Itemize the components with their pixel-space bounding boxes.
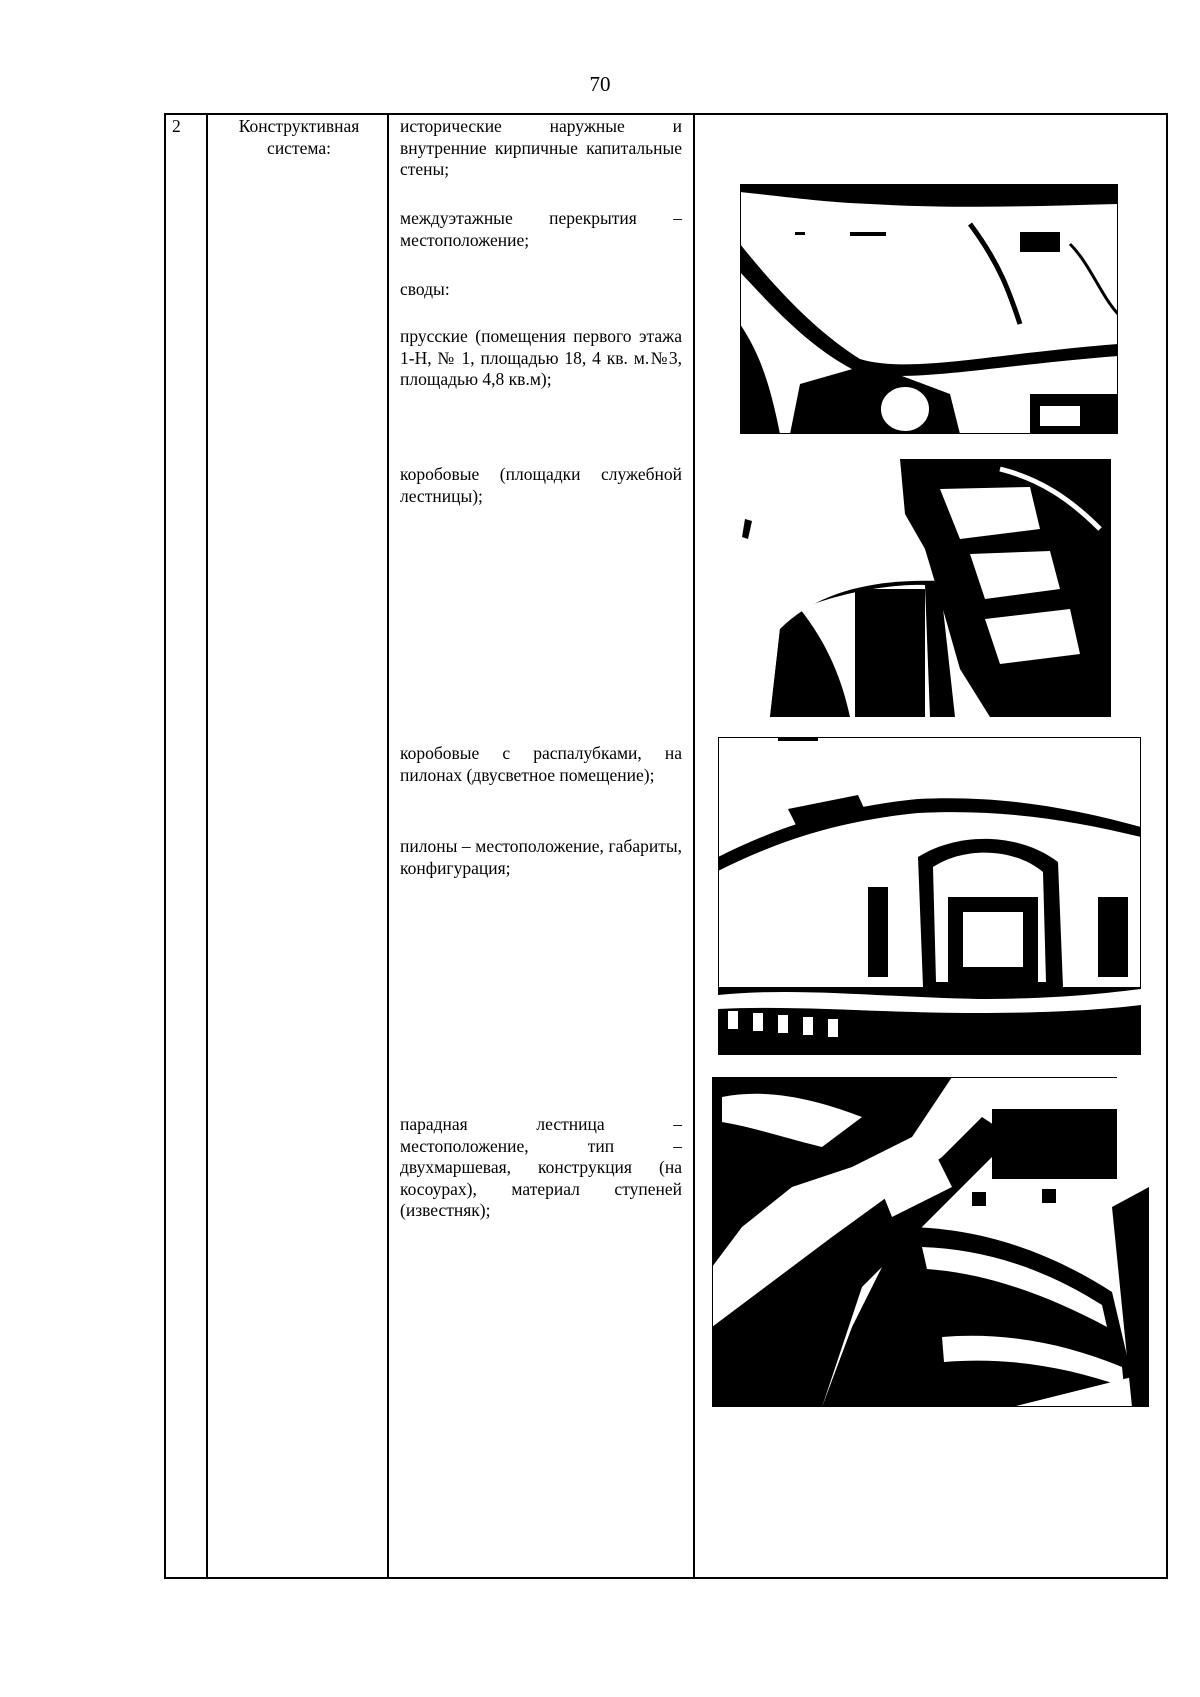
column-divider-1 <box>206 113 208 1579</box>
item-barrel-vaults-stair: коробовые (площадки служебной лестницы); <box>400 464 682 506</box>
row-number: 2 <box>172 116 181 136</box>
item-prussian-vaults: прусские (помещения первого этажа 1-Н, № 1, площадью 18, 4 кв. м.№3, площадью 4,8 кв.м); <box>400 326 682 389</box>
section-title: Конструктивная система: <box>238 116 360 158</box>
column-divider-2 <box>387 113 389 1579</box>
table-border-left <box>164 113 166 1579</box>
item-walls: исторические наружные и внутренние кирпичные капитальные стены; <box>400 116 682 179</box>
photo-double-height-hall <box>718 737 1141 1055</box>
item-floors: междуэтажные перекрытия – местоположение; <box>400 208 682 250</box>
photo-service-stair-vault <box>740 459 1111 717</box>
table-border-top <box>164 113 1168 115</box>
item-main-staircase: парадная лестница – местоположение, тип – двухмаршевая, конструкция (на косоурах), материал ступеней (известняк); <box>400 1114 682 1220</box>
table-border-right <box>1166 113 1168 1579</box>
item-pylons: пилоны – местоположение, габариты, конфигурация; <box>400 836 682 878</box>
table-border-bottom <box>164 1577 1168 1579</box>
page-number: 70 <box>589 72 611 96</box>
photo-main-staircase <box>712 1077 1149 1407</box>
item-vaults-heading: своды: <box>400 279 450 299</box>
item-barrel-vaults-hall: коробовые с распалубками, на пилонах (двусветное помещение); <box>400 743 682 785</box>
column-divider-3 <box>693 113 695 1579</box>
photo-prussian-vaults <box>740 184 1118 434</box>
